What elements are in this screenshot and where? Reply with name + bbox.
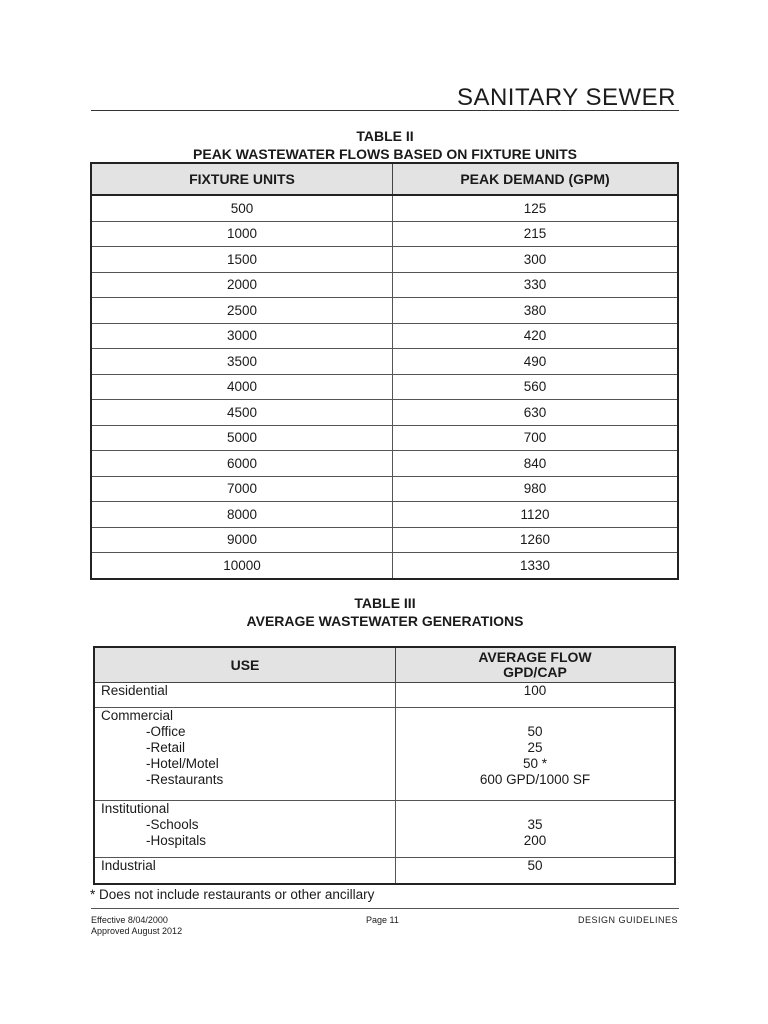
flow-value: 50 * — [522, 756, 548, 771]
table-header-row — [94, 647, 675, 683]
footer-dates — [91, 915, 182, 937]
peak-demand-cell: 420 — [393, 323, 679, 349]
peak-demand-cell: 840 — [393, 451, 679, 477]
table-row — [91, 272, 678, 298]
page-number: Page 11 — [366, 915, 399, 925]
use-cell — [94, 801, 396, 858]
fixture-units-cell: 6000 — [91, 451, 393, 477]
table-ii-number: TABLE II — [356, 128, 414, 144]
fixture-units-cell: 3000 — [91, 323, 393, 349]
sub-use-label: -Restaurants — [146, 772, 224, 787]
column-header-average-flow — [396, 647, 676, 683]
fixture-units-table — [90, 162, 679, 580]
fixture-units-cell: 4000 — [91, 374, 393, 400]
table-row — [91, 476, 678, 502]
use-cell: Industrial — [94, 858, 396, 885]
table-row — [91, 247, 678, 273]
sub-use-label: -Retail — [146, 740, 186, 755]
fixture-units-cell: 1000 — [91, 221, 393, 247]
page-title: SANITARY SEWER — [456, 84, 676, 111]
peak-demand-cell: 560 — [393, 374, 679, 400]
table-iii-caption — [90, 594, 680, 630]
table-row — [91, 425, 678, 451]
flow-cell — [396, 708, 676, 801]
sub-use-label: -Hotel/Motel — [146, 756, 219, 771]
table-row — [91, 527, 678, 553]
peak-demand-cell: 490 — [393, 349, 679, 375]
category-label: Institutional — [101, 801, 170, 816]
table-row — [91, 374, 678, 400]
footnote: * Does not include restaurants or other ancillary — [90, 887, 375, 902]
effective-date: Effective 8/04/2000 — [91, 915, 168, 925]
sub-use-label: -Schools — [146, 817, 199, 832]
column-header-peak-demand: PEAK DEMAND (GPM) — [393, 163, 679, 195]
table-row — [91, 195, 678, 221]
table-ii-caption — [90, 127, 680, 163]
table-row — [91, 502, 678, 528]
table-row — [91, 451, 678, 477]
peak-demand-cell: 330 — [393, 272, 679, 298]
peak-demand-cell: 1120 — [393, 502, 679, 528]
document-name: DESIGN GUIDELINES — [577, 915, 678, 925]
table-row — [91, 323, 678, 349]
table-row — [91, 553, 678, 579]
peak-demand-cell: 630 — [393, 400, 679, 426]
flow-cell — [396, 801, 676, 858]
fixture-units-cell: 1500 — [91, 247, 393, 273]
header-rule — [91, 110, 679, 111]
flow-value: 200 — [523, 833, 547, 848]
table-iii-number: TABLE III — [354, 595, 416, 611]
fixture-units-cell: 2000 — [91, 272, 393, 298]
flow-value: 25 — [527, 740, 543, 755]
fixture-units-table-body — [91, 195, 678, 579]
column-header-fixture-units: FIXTURE UNITS — [91, 163, 393, 195]
table-row — [91, 349, 678, 375]
average-flow-label: AVERAGE FLOW — [478, 649, 592, 665]
column-header-use: USE — [94, 647, 396, 683]
fixture-units-cell: 9000 — [91, 527, 393, 553]
peak-demand-cell: 300 — [393, 247, 679, 273]
table-row-institutional — [94, 801, 675, 858]
peak-demand-cell: 700 — [393, 425, 679, 451]
sub-use-label: -Hospitals — [146, 833, 207, 848]
peak-demand-cell: 1330 — [393, 553, 679, 579]
table-row — [91, 298, 678, 324]
fixture-units-cell: 8000 — [91, 502, 393, 528]
fixture-units-cell: 4500 — [91, 400, 393, 426]
flow-value: 50 — [527, 724, 543, 739]
table-ii-title: PEAK WASTEWATER FLOWS BASED ON FIXTURE UNITS — [193, 146, 577, 162]
fixture-units-cell: 500 — [91, 195, 393, 221]
peak-demand-cell: 125 — [393, 195, 679, 221]
table-row-commercial — [94, 708, 675, 801]
category-label: Commercial — [101, 708, 174, 723]
footer-rule — [91, 908, 679, 909]
flow-value: 35 — [527, 817, 543, 832]
fixture-units-cell: 7000 — [91, 476, 393, 502]
table-iii-title: AVERAGE WASTEWATER GENERATIONS — [246, 613, 524, 629]
fixture-units-cell: 5000 — [91, 425, 393, 451]
use-cell — [94, 708, 396, 801]
sub-use-label: -Office — [146, 724, 186, 739]
fixture-units-cell: 3500 — [91, 349, 393, 375]
peak-demand-cell: 215 — [393, 221, 679, 247]
flow-value: 600 GPD/1000 SF — [479, 772, 591, 787]
flow-cell: 50 — [396, 858, 676, 885]
fixture-units-cell: 2500 — [91, 298, 393, 324]
table-row-residential — [94, 683, 675, 708]
table-row — [91, 400, 678, 426]
table-row — [91, 221, 678, 247]
peak-demand-cell: 980 — [393, 476, 679, 502]
table-row-industrial — [94, 858, 675, 885]
fixture-units-cell: 10000 — [91, 553, 393, 579]
peak-demand-cell: 380 — [393, 298, 679, 324]
table-header-row — [91, 163, 678, 195]
flow-cell: 100 — [396, 683, 676, 708]
gpd-cap-label: GPD/CAP — [503, 664, 567, 680]
peak-demand-cell: 1260 — [393, 527, 679, 553]
use-cell: Residential — [94, 683, 396, 708]
approved-date: Approved August 2012 — [91, 926, 183, 936]
wastewater-generation-table — [93, 646, 676, 885]
